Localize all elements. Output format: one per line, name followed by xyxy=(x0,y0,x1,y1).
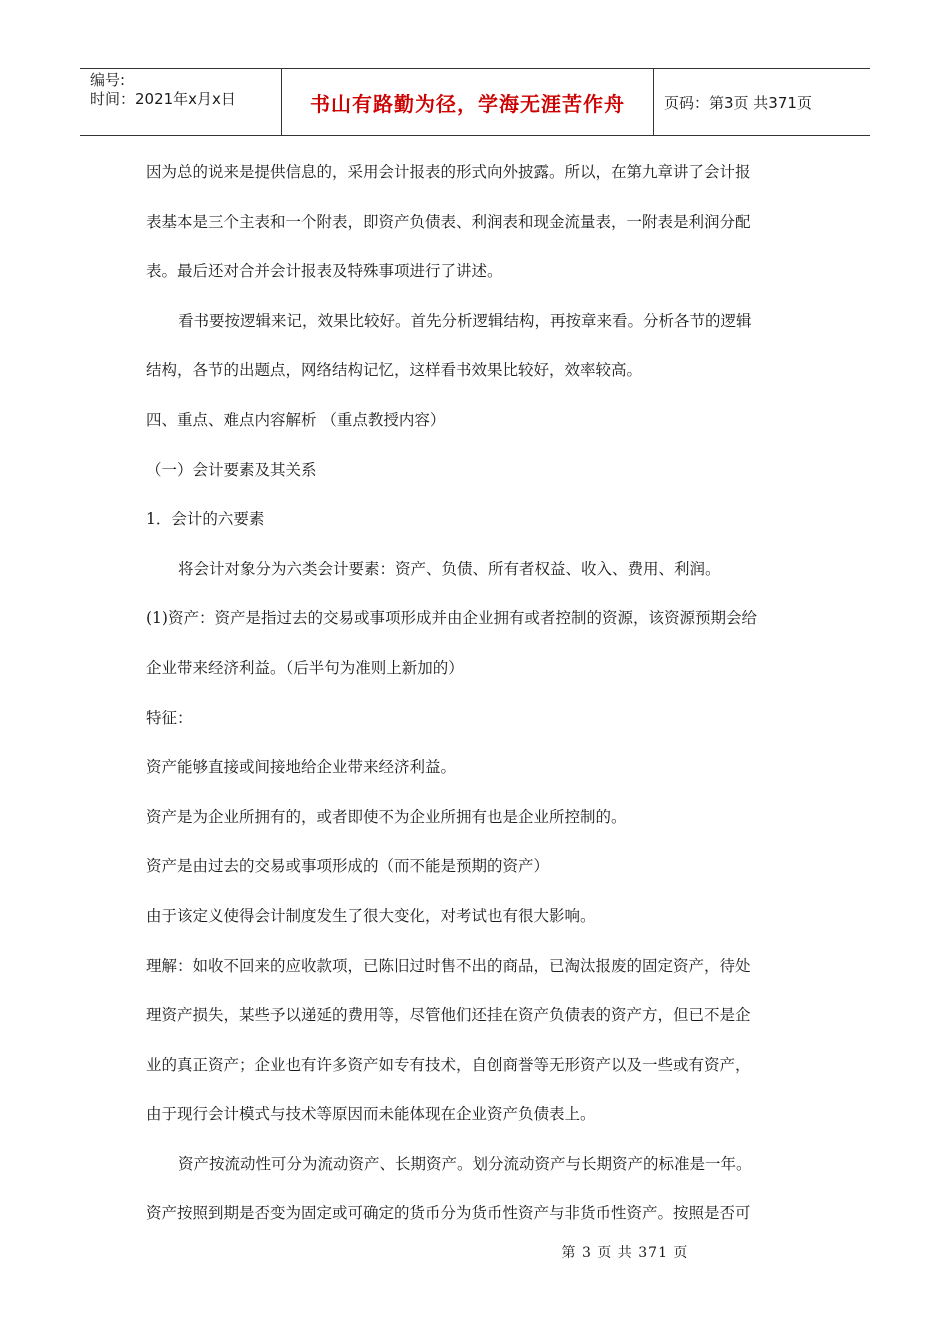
item-heading: 1．会计的六要素 xyxy=(146,510,265,529)
paragraph-line: 资产是由过去的交易或事项形成的（而不能是预期的资产） xyxy=(146,857,550,876)
header-page-info: 页码：第3页 共371页 xyxy=(664,93,812,112)
paragraph-line: 由于现行会计模式与技术等原因而未能体现在企业资产负债表上。 xyxy=(146,1105,596,1124)
paragraph-line: 理资产损失，某些予以递延的费用等，尽管他们还挂在资产负债表的资产方，但已不是企 xyxy=(146,1006,751,1025)
paragraph-line: 由于该定义使得会计制度发生了很大变化，对考试也有很大影响。 xyxy=(146,906,596,925)
paragraph-line: 看书要按逻辑来记，效果比较好。首先分析逻辑结构，再按章来看。分析各节的逻辑 xyxy=(178,311,752,330)
paragraph-line: 理解：如收不回来的应收款项，已陈旧过时售不出的商品，已淘汰报废的固定资产，待处 xyxy=(146,956,751,975)
paragraph-line: 资产能够直接或间接地给企业带来经济利益。 xyxy=(146,758,457,777)
paragraph-line: (1)资产：资产是指过去的交易或事项形成并由企业拥有或者控制的资源，该资源预期会给 xyxy=(146,609,757,628)
subsection-heading: （一）会计要素及其关系 xyxy=(146,460,317,479)
paragraph-line: 因为总的说来是提供信息的，采用会计报表的形式向外披露。所以，在第九章讲了会计报 xyxy=(146,163,751,181)
paragraph-line: 企业带来经济利益。（后半句为准则上新加的） xyxy=(146,658,464,677)
page-footer: 第 3 页 共 371 页 xyxy=(561,1245,689,1261)
paragraph-line: 表。最后还对合并会计报表及特殊事项进行了讲述。 xyxy=(146,262,503,281)
header-meta xyxy=(80,69,282,135)
header-motto: 书山有路勤为径，学海无涯苦作舟 xyxy=(282,69,654,135)
paragraph-line: 资产按照到期是否变为固定或可确定的货币分为货币性资产与非货币性资产。按照是否可 xyxy=(146,1204,751,1223)
document-number-label: 编号: xyxy=(90,71,126,89)
document-body xyxy=(146,148,814,1239)
page-header xyxy=(80,68,870,136)
paragraph-line: 表基本是三个主表和一个附表，即资产负债表、利润表和现金流量表，一附表是利润分配 xyxy=(146,212,751,231)
paragraph-line: 结构，各节的出题点，网络结构记忆，这样看书效果比较好，效率较高。 xyxy=(146,361,643,380)
paragraph-line: 资产按流动性可分为流动资产、长期资产。划分流动资产与长期资产的标准是一年。 xyxy=(178,1154,752,1173)
paragraph-line: 特征： xyxy=(146,708,193,727)
paragraph-line: 业的真正资产；企业也有许多资产如专有技术，自创商誉等无形资产以及一些或有资产， xyxy=(146,1055,751,1074)
section-heading: 四、重点、难点内容解析 （重点教授内容） xyxy=(146,410,446,429)
paragraph-line: 资产是为企业所拥有的，或者即使不为企业所拥有也是企业所控制的。 xyxy=(146,807,627,826)
paragraph-line: 将会计对象分为六类会计要素：资产、负债、所有者权益、收入、费用、利润。 xyxy=(178,559,721,578)
document-date-label: 时间：2021年x月x日 xyxy=(90,90,236,108)
